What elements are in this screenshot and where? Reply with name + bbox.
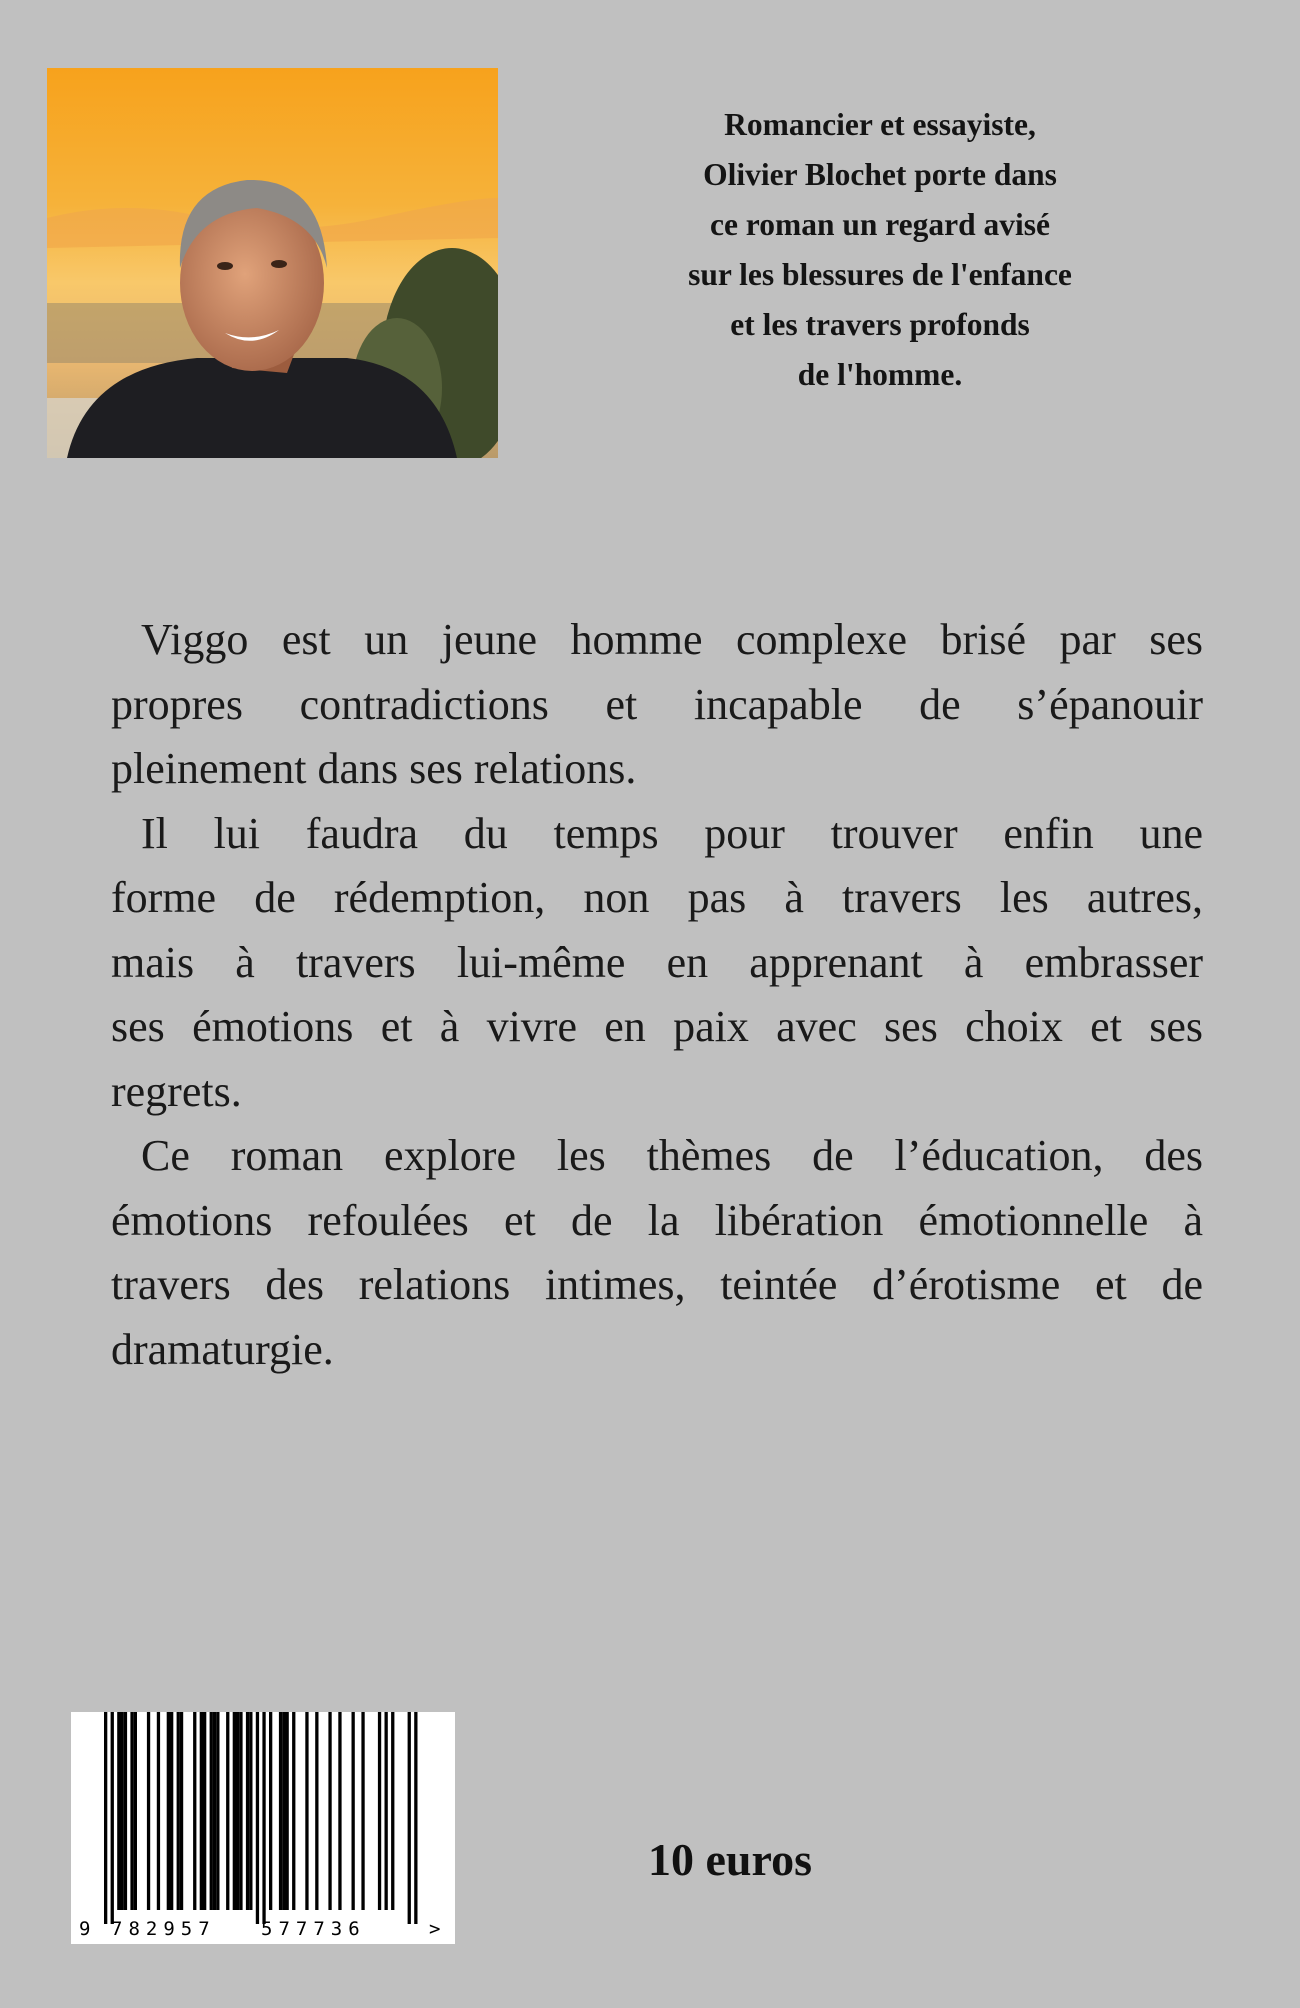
barcode-bar [210, 1712, 213, 1910]
barcode-bar [286, 1712, 289, 1910]
author-portrait-image [47, 68, 498, 458]
barcode-bar [262, 1712, 265, 1924]
blurb-line: ses émotions et à vivre en paix avec ses choix et ses [111, 1002, 1203, 1051]
bio-line: de l'homme. [797, 357, 963, 392]
barcode-bar [239, 1712, 242, 1910]
barcode-bar [385, 1712, 388, 1910]
barcode-bar [177, 1712, 180, 1910]
barcode-bars [104, 1712, 418, 1924]
blurb-line: travers des relations intimes, teintée d’érotisme et de [111, 1260, 1203, 1309]
barcode-digit-lead: 9 [79, 1918, 91, 1940]
barcode-bar [111, 1712, 114, 1924]
blurb-paragraph [81, 608, 1203, 802]
blurb-line: regrets. [111, 1066, 242, 1116]
bio-line: sur les blessures de l'enfance [688, 257, 1072, 292]
barcode-bar [236, 1712, 239, 1910]
barcode-bar [256, 1712, 259, 1924]
barcode-bar [233, 1712, 236, 1910]
barcode-bar [124, 1712, 127, 1910]
barcode-bar [167, 1712, 170, 1910]
barcode-bar [378, 1712, 381, 1910]
barcode-bar [157, 1712, 160, 1910]
book-blurb [81, 608, 1203, 1382]
barcode-bar [147, 1712, 150, 1910]
barcode-bar [292, 1712, 295, 1910]
blurb-line: Il lui faudra du temps pour trouver enfin une [141, 808, 1203, 858]
barcode-bar [338, 1712, 341, 1910]
barcode-bar [180, 1712, 183, 1910]
author-photo [47, 68, 498, 458]
isbn-barcode [71, 1712, 455, 1944]
barcode-bar [246, 1712, 249, 1910]
barcode-bar [121, 1712, 124, 1910]
blurb-line: propres contradictions et incapable de s’épanouir [111, 679, 1203, 729]
barcode-bar [104, 1712, 107, 1924]
barcode-digits-left: 782957 [111, 1918, 216, 1940]
barcode-bar [279, 1712, 282, 1910]
barcode-bar [193, 1712, 196, 1910]
barcode-bar [414, 1712, 417, 1924]
barcode-graphic [71, 1712, 455, 1944]
barcode-bar [408, 1712, 411, 1924]
barcode-bar [352, 1712, 355, 1910]
barcode-bar [391, 1712, 394, 1910]
author-bio [600, 100, 1160, 400]
blurb-line: Ce roman explore les thèmes de l’éducation, des [141, 1131, 1203, 1180]
barcode-digits-right: 577736 [261, 1918, 366, 1940]
barcode-bar [315, 1712, 318, 1910]
bio-line: et les travers profonds [730, 307, 1030, 342]
blurb-line: pleinement dans ses relations. [111, 744, 637, 793]
barcode-bar [203, 1712, 206, 1910]
barcode-bar [170, 1712, 173, 1910]
barcode-bar [328, 1712, 331, 1910]
barcode-bar [130, 1712, 133, 1910]
blurb-line: Viggo est un jeune homme complexe brisé par ses [141, 615, 1203, 664]
barcode-bar [269, 1712, 272, 1910]
barcode-bar [134, 1712, 137, 1910]
bio-line: Olivier Blochet porte dans [703, 157, 1057, 192]
barcode-bar [213, 1712, 216, 1910]
barcode-bar [249, 1712, 252, 1910]
barcode-bar [200, 1712, 203, 1910]
price-label: 10 euros [648, 1834, 812, 1885]
barcode-quiet-mark: > [429, 1918, 441, 1940]
blurb-line: émotions refoulées et de la libération émotionnelle à [111, 1195, 1203, 1245]
barcode-bar [117, 1712, 120, 1910]
bio-line: Romancier et essayiste, [724, 107, 1036, 142]
blurb-paragraph [81, 1124, 1203, 1382]
blurb-line: dramaturgie. [111, 1324, 334, 1374]
blurb-line: mais à travers lui-même en apprenant à embrasser [111, 937, 1203, 987]
barcode-bar [226, 1712, 229, 1910]
bio-line: ce roman un regard avisé [709, 207, 1051, 242]
barcode-bar [361, 1712, 364, 1910]
barcode-bar [282, 1712, 285, 1910]
blurb-line: forme de rédemption, non pas à travers les autres, [111, 873, 1203, 922]
barcode-bar [216, 1712, 219, 1910]
blurb-paragraph [81, 802, 1203, 1125]
barcode-bar [305, 1712, 308, 1910]
